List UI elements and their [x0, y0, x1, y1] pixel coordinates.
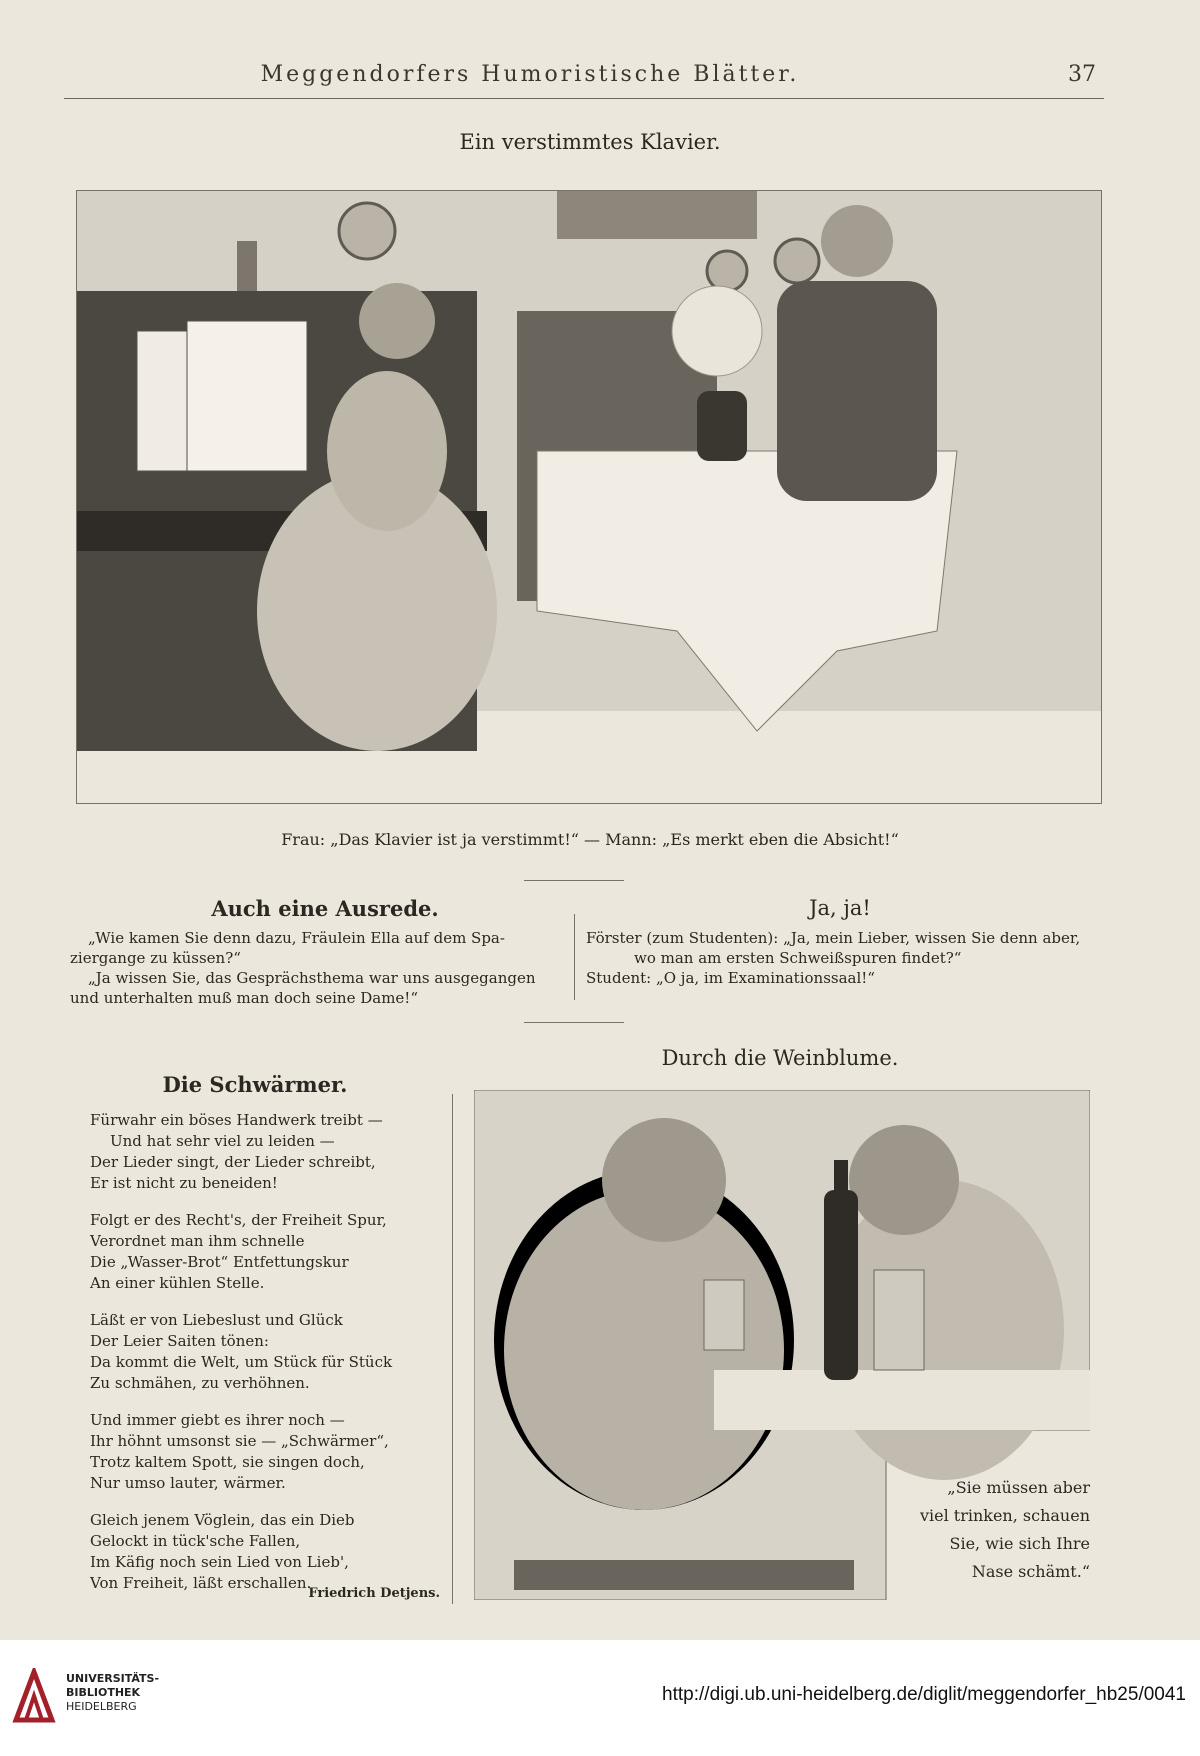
poem-line: Der Leier Saiten tönen: — [90, 1332, 269, 1350]
poem-title: Die Schwärmer. — [162, 1072, 348, 1097]
joke-left-line: „Ja wissen Sie, das Gesprächsthema war uns ausgegangen — [88, 969, 536, 987]
piano-scene-illustration — [76, 190, 1102, 804]
header-rule — [64, 98, 1104, 99]
poem-line: Da kommt die Welt, um Stück für Stück — [90, 1353, 393, 1371]
poem-line: Verordnet man ihm schnelle — [90, 1232, 305, 1250]
joke-right-line: wo man am ersten Schweißspuren findet?“ — [634, 949, 962, 967]
piano-scene-drawing — [77, 191, 1101, 803]
joke-right-text — [586, 928, 1096, 988]
poem-author: Friedrich Detjens. — [308, 1586, 440, 1601]
joke-left-line: ziergange zu küssen?“ — [70, 949, 241, 967]
poem-body — [90, 1110, 440, 1610]
poem-line: Zu schmähen, zu verhöhnen. — [90, 1374, 310, 1392]
library-footer — [0, 1640, 1200, 1756]
library-name-line: BIBLIOTHEK — [66, 1686, 141, 1699]
poem-stanza — [90, 1410, 440, 1494]
poem-line: Läßt er von Liebeslust und Glück — [90, 1311, 343, 1329]
poem-line: Fürwahr ein böses Handwerk treibt — — [90, 1111, 383, 1129]
journal-title: Meggendorfers Humoristische Blätter. — [260, 62, 800, 87]
page-number: 37 — [1068, 62, 1096, 87]
cartoon2-quote — [880, 1474, 1090, 1586]
poem-line: Die „Wasser-Brot“ Entfettungskur — [90, 1253, 349, 1271]
source-url-link[interactable]: http://digi.ub.uni-heidelberg.de/diglit/meggendorfer_hb25/0041 — [662, 1684, 1186, 1705]
library-name-line: UNIVERSITÄTS- — [66, 1672, 160, 1685]
cartoon2-title: Durch die Weinblume. — [661, 1046, 899, 1070]
cartoon1-title: Ein verstimmtes Klavier. — [459, 130, 721, 154]
poem-stanza — [90, 1510, 440, 1594]
university-library-logo-icon — [12, 1668, 56, 1724]
poem-line: Ihr höhnt umsonst sie — „Schwärmer“, — [90, 1432, 389, 1450]
column-divider — [574, 914, 575, 1000]
poem-line: Von Freiheit, läßt erschallen. — [90, 1574, 312, 1592]
poem-line: Gleich jenem Vöglein, das ein Dieb — [90, 1511, 355, 1529]
poem-line: Und hat sehr viel zu leiden — — [110, 1132, 335, 1150]
joke-right-heading: Ja, ja! — [809, 896, 871, 920]
quote-line: „Sie müssen aber — [947, 1478, 1090, 1497]
poem-stanza — [90, 1110, 440, 1194]
poem-line: Im Käfig noch sein Lied von Lieb', — [90, 1553, 349, 1571]
joke-right-line: Förster (zum Studenten): „Ja, mein Lieber, wissen Sie denn aber, — [586, 929, 1081, 947]
joke-left-line: und unterhalten muß man doch seine Dame!“ — [70, 989, 418, 1007]
quote-line: Sie, wie sich Ihre — [949, 1534, 1090, 1553]
column-divider-2 — [452, 1094, 453, 1604]
poem-line: Und immer giebt es ihrer noch — — [90, 1411, 345, 1429]
quote-line: Nase schämt.“ — [971, 1562, 1090, 1581]
poem-line: Er ist nicht zu beneiden! — [90, 1174, 278, 1192]
library-name — [66, 1672, 159, 1714]
joke-left-text — [70, 928, 570, 1008]
poem-line: Folgt er des Recht's, der Freiheit Spur, — [90, 1211, 387, 1229]
divider-2 — [524, 1022, 624, 1023]
cartoon1-caption: Frau: „Das Klavier ist ja verstimmt!“ — Mann: „Es merkt eben die Absicht!“ — [281, 830, 899, 849]
library-name-line: HEIDELBERG — [66, 1700, 137, 1713]
poem-stanza — [90, 1310, 440, 1394]
divider-1 — [524, 880, 624, 881]
joke-right-line: Student: „O ja, im Examinationssaal!“ — [586, 969, 875, 987]
quote-line: viel trinken, schauen — [919, 1506, 1090, 1525]
poem-line: Nur umso lauter, wärmer. — [90, 1474, 286, 1492]
poem-line: An einer kühlen Stelle. — [90, 1274, 265, 1292]
poem-line: Gelockt in tück'sche Fallen, — [90, 1532, 301, 1550]
poem-stanza — [90, 1210, 440, 1294]
poem-line: Der Lieder singt, der Lieder schreibt, — [90, 1153, 376, 1171]
joke-left-line: „Wie kamen Sie denn dazu, Fräulein Ella auf dem Spa- — [88, 929, 505, 947]
poem-line: Trotz kaltem Spott, sie singen doch, — [90, 1453, 365, 1471]
joke-left-heading: Auch eine Ausrede. — [211, 896, 439, 921]
